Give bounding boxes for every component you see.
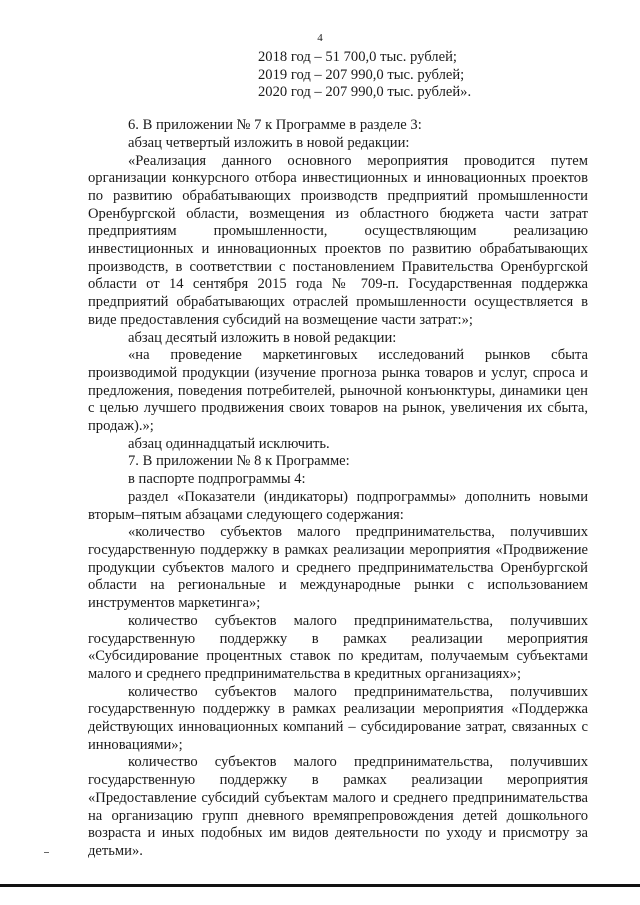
document-body xyxy=(88,49,588,861)
item6-para10-text: «на проведение маркетинговых исследований рынков сбыта производимой продукции (изучение прогноза рынка товаров и услуг, спроса и предложения, поведения потребителей, рыночной конъюнктуры, динамики цен с целью лучшего продвижения своих товаров на рынок, увеличения их сбыта, продаж).»; xyxy=(88,347,588,435)
item7-paragraph-2: количество субъектов малого предпринимательства, получивших государственную поддержку в рамках реализации мероприятия «Субсидирование процентных ставок по кредитам, получаемым субъектами малого и среднего предпринимательства в кредитных организациях»; xyxy=(88,612,588,682)
item6-para4-instruction: абзац четвертый изложить в новой редакции: xyxy=(128,134,410,151)
item6-para11-text: абзац одиннадцатый исключить. xyxy=(128,435,330,452)
budget-line-2019: 2019 год – 207 990,0 тыс. рублей; xyxy=(258,66,465,83)
scan-mark xyxy=(44,852,49,853)
item6-heading: 6. В приложении № 7 к Программе в разделе 3: xyxy=(128,117,422,134)
item6-para10-instruction: абзац десятый изложить в новой редакции: xyxy=(128,329,397,346)
page-number: 4 xyxy=(317,32,323,44)
item7-paragraph-1: «количество субъектов малого предпринимательства, получивших государственную поддержку в рамках реализации мероприятия «Продвижение продукции субъектов малого и среднего предпринимательства Оренбургской области на региональные и международные рынки с использованием инструментов маркетинга»; xyxy=(88,524,588,612)
budget-line-2020: 2020 год – 207 990,0 тыс. рублей». xyxy=(258,84,472,101)
item7-paragraph-4: количество субъектов малого предпринимательства, получивших государственную поддержку в рамках реализации мероприятия «Предоставление субсидий субъектам малого и среднего предпринимательства на организацию групп дневного времяпрепровождения детей дошкольного возраста и иных подобных им видов деятельности по уходу и присмотру за детьми». xyxy=(88,754,588,859)
item7-section-text: раздел «Показатели (индикаторы) подпрограммы» дополнить новыми вторым–пятым абзацами следующего содержания: xyxy=(88,488,588,523)
item6-para4-text: «Реализация данного основного мероприятия проводится путем организации конкурсного отбора инвестиционных и инновационных проектов по развитию обрабатывающих производств предприятий промышленности Оренбургской области, возмещения из областного бюджета части затрат предприятиям промышленности, осуществляющим реализацию инвестиционных и инновационных проектов по развитию обрабатывающих производств, в соответствии с постановлением Правительства Оренбургской области от 14 сентября 2015 года № 709-п. Государственная поддержка предприятий обрабатывающих отраслей промышленности осуществляется в виде предоставления субсидий на возмещение части затрат:»; xyxy=(88,152,588,328)
budget-line-2018: 2018 год – 51 700,0 тыс. рублей; xyxy=(258,49,457,65)
page-bottom-rule xyxy=(0,884,640,887)
item7-passport-line: в паспорте подпрограммы 4: xyxy=(128,471,306,488)
item7-paragraph-3: количество субъектов малого предпринимательства, получивших государственную поддержку в рамках реализации мероприятия «Поддержка действующих инновационных компаний – субсидирование затрат, связанных с инновациями»; xyxy=(88,683,588,753)
item7-heading: 7. В приложении № 8 к Программе: xyxy=(128,453,350,470)
